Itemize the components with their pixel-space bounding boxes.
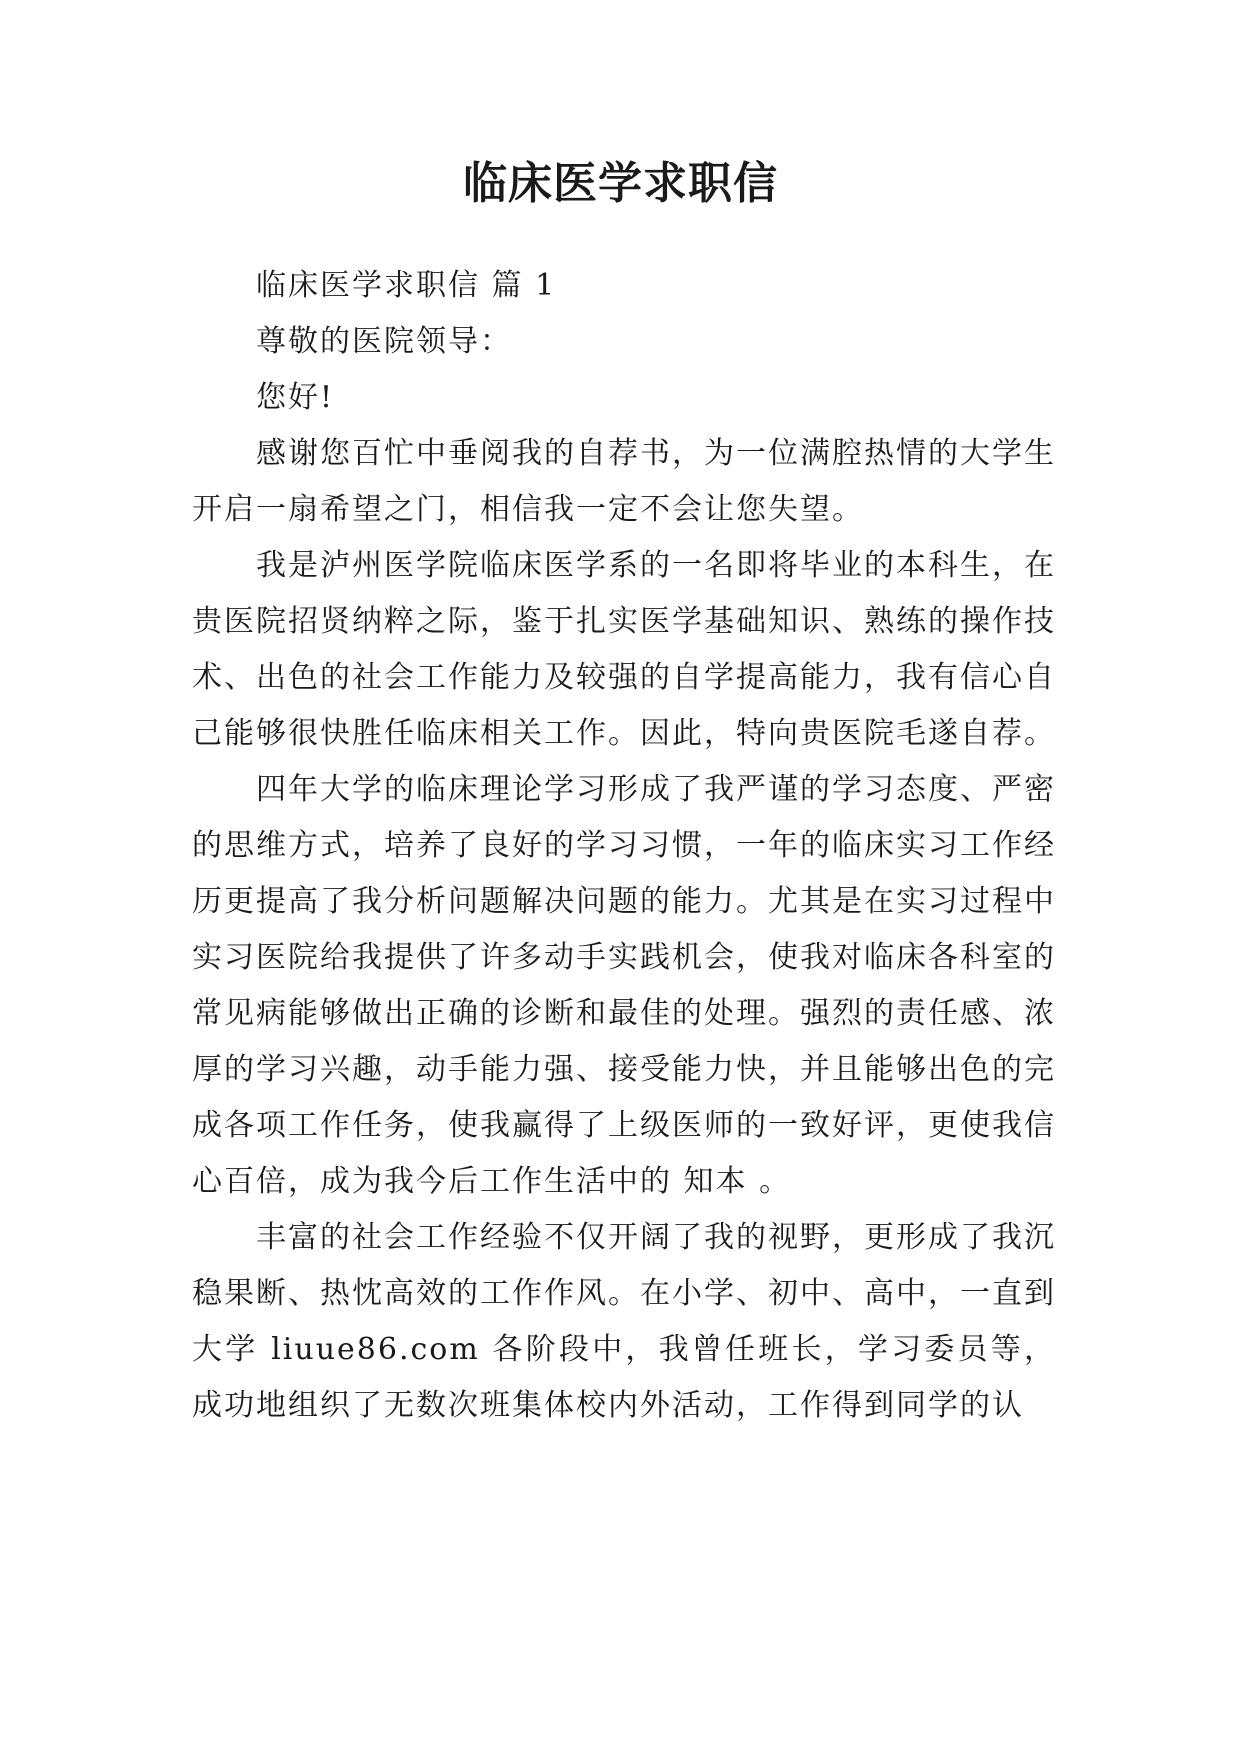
document-body — [192, 258, 1056, 1434]
document-title: 临床医学求职信 — [463, 158, 778, 209]
paragraph-4: 丰富的社会工作经验不仅开阔了我的视野，更形成了我沉稳果断、热忱高效的工作作风。在小学、初中、高中，一直到大学 liuue86.com 各阶段中，我曾任班长，学习委员等，成功地组织了无数次班集体校内外活动，工作得到同学的认 — [192, 1220, 1056, 1423]
paragraph-2: 我是泸州医学院临床医学系的一名即将毕业的本科生，在贵医院招贤纳粹之际，鉴于扎实医学基础知识、熟练的操作技术、出色的社会工作能力及较强的自学提高能力，我有信心自己能够很快胜任临床相关工作。因此，特向贵医院毛遂自荐。 — [192, 548, 1056, 751]
paragraph-3: 四年大学的临床理论学习形成了我严谨的学习态度、严密的思维方式，培养了良好的学习习惯，一年的临床实习工作经历更提高了我分析问题解决问题的能力。尤其是在实习过程中实习医院给我提供了许多动手实践机会，使我对临床各科室的常见病能够做出正确的诊断和最佳的处理。强烈的责任感、浓厚的学习兴趣，动手能力强、接受能力快，并且能够出色的完成各项工作任务，使我赢得了上级医师的一致好评，更使我信心百倍，成为我今后工作生活中的 知本 。 — [192, 772, 1056, 1199]
paragraph-1: 感谢您百忙中垂阅我的自荐书，为一位满腔热情的大学生开启一扇希望之门，相信我一定不会让您失望。 — [192, 436, 1056, 527]
section-heading: 临床医学求职信 篇 1 — [256, 268, 557, 303]
salutation: 尊敬的医院领导： — [256, 324, 512, 359]
greeting: 您好! — [256, 380, 335, 415]
